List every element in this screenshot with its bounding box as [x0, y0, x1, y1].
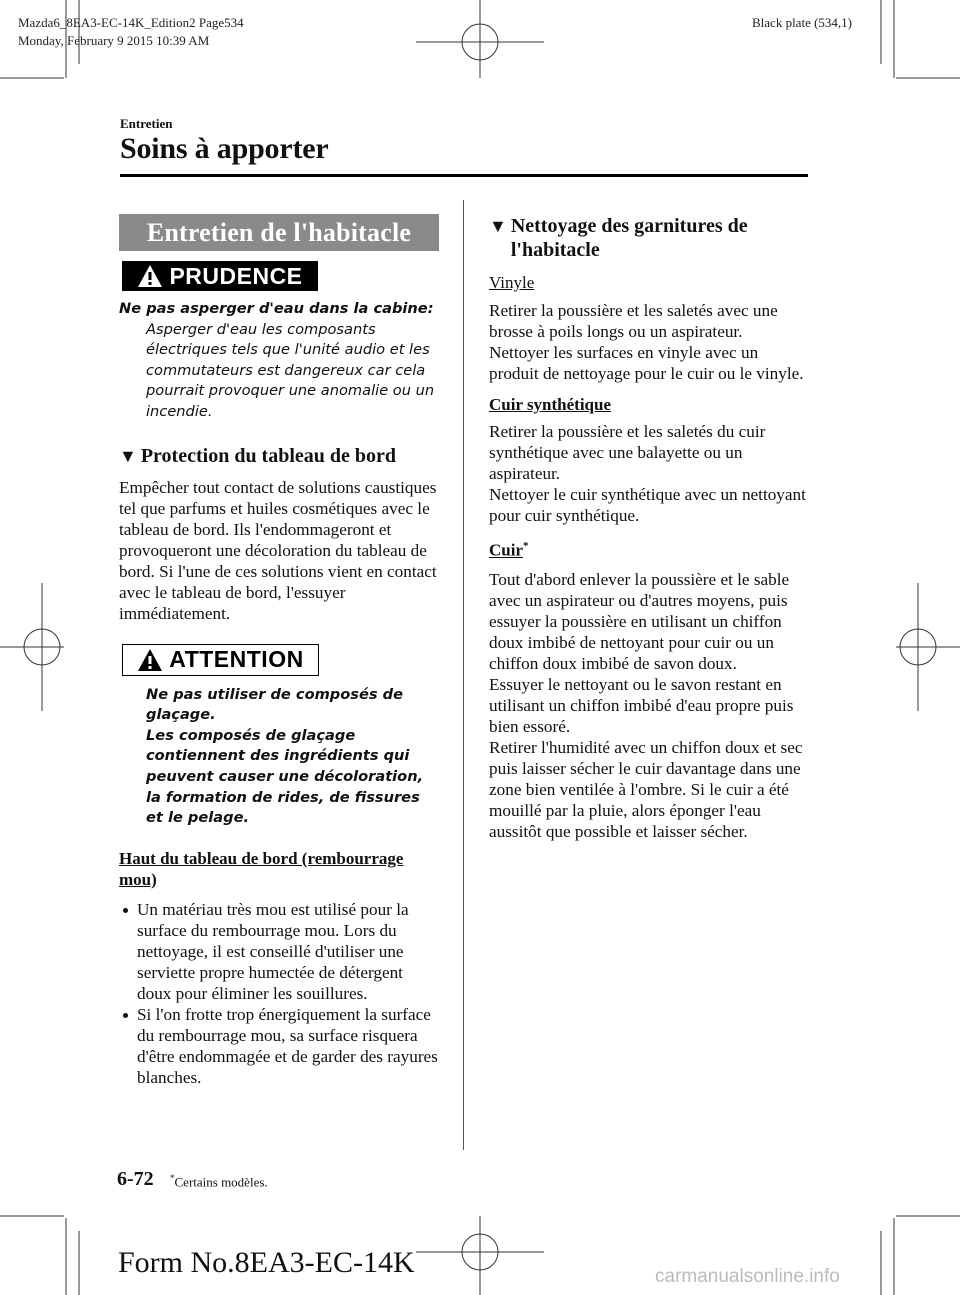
list-item [119, 1004, 439, 1088]
vinyle-text: Retirer la poussière et les saletés avec une brosse à poils longs ou un aspirateur. Nettoyer les surfaces en vinyle avec un produit de nettoyage pour le cuir ou le vinyle. [489, 301, 804, 383]
nettoyage-heading-text: Nettoyage des garnitures de l'habitacle [510, 215, 748, 261]
warning-triangle-icon [137, 648, 163, 672]
attention-label: ATTENTION [169, 646, 304, 673]
left-column [119, 214, 439, 1088]
prudence-body: Asperger d'eau les composants électriques tels que l'unité audio et les commutateurs est dangereux car cela pourrait provoquer une anomalie ou un incendie. [146, 320, 435, 420]
warning-triangle-icon [137, 264, 163, 288]
attention-text [119, 685, 439, 829]
protection-heading [119, 444, 439, 468]
footnote [170, 1173, 268, 1190]
file-meta [18, 14, 244, 50]
file-meta-date: Monday, February 9 2015 10:39 AM [18, 33, 210, 48]
file-meta-line: Mazda6_8EA3-EC-14K_Edition2 Page534 [18, 15, 244, 30]
prudence-text [119, 299, 439, 423]
cuir-text: Tout d'abord enlever la poussière et le sable avec un aspirateur ou d'autres moyens, puis essuyer la poussière en utilisant un chiffon doux imbibé de nettoyant pour cuir ou un chiffon doux imbibé de savon doux. Essuyer le nettoyant ou le savon restant en utilisant un chiffon imbibé d'eau propre puis bien essoré. Retirer l'humidité avec un chiffon doux et sec puis laisser sécher le cuir davantage dans une zone bien ventilée à l'ombre. Si le cuir a été mouillé par la pluie, alors éponger l'eau aussitôt que possible et laisser sécher. [489, 569, 803, 841]
form-number: Form No.8EA3-EC-14K [118, 1246, 415, 1279]
synth-text: Retirer la poussière et les saletés du cuir synthétique avec une balayette ou un aspirateur. Nettoyer le cuir synthétique avec un nettoyant pour cuir synthétique. [489, 422, 806, 525]
list-item [119, 899, 439, 1004]
cuir-label: Cuir [489, 540, 523, 560]
vinyle-label: Vinyle [489, 273, 535, 292]
list-item-text: Un matériau très mou est utilisé pour la surface du rembourrage mou. Lors du nettoyage, il est conseillé d'utiliser une serviette propre humectée de détergent doux pour éliminer les souillures. [137, 899, 409, 1003]
page-number: 6-72 [117, 1168, 154, 1190]
right-column [489, 214, 811, 842]
column-divider [463, 200, 464, 1150]
bullet-icon [123, 1013, 128, 1018]
prudence-label: PRUDENCE [169, 262, 303, 289]
page-title: Soins à apporter [120, 132, 329, 165]
section-label: Entretien [120, 116, 173, 131]
haut-heading: Haut du tableau de bord (rembourrage mou) [119, 848, 404, 889]
asterisk-icon: * [523, 540, 529, 552]
triangle-down-icon: ▼ [119, 445, 137, 466]
title-rule [120, 174, 808, 177]
footnote-text: Certains modèles. [174, 1174, 268, 1190]
watermark: carmanualsonline.info [655, 1266, 840, 1287]
haut-list [119, 899, 439, 1088]
synth-label: Cuir synthétique [489, 395, 612, 414]
list-item-text: Si l'on frotte trop énergiquement la surface du rembourrage mou, sa surface risquera d'être endommagée et de garder des rayures blanches. [137, 1004, 438, 1087]
bullet-icon [123, 908, 128, 913]
attention-banner [122, 644, 319, 676]
plate-label: Black plate (534,1) [752, 15, 852, 30]
asterisk-icon: * [170, 1173, 175, 1183]
section-band: Entretien de l'habitacle [119, 214, 439, 251]
attention-lead: Ne pas utiliser de composés de glaçage. [146, 685, 403, 724]
prudence-banner [122, 261, 318, 291]
nettoyage-heading [489, 214, 811, 262]
attention-body: Les composés de glaçage contiennent des ingrédients qui peuvent causer une décoloration, la formation de rides, de fissures et le pelage. [146, 726, 424, 827]
prudence-lead: Ne pas asperger d'eau dans la cabine: [119, 300, 434, 317]
cuir-label-row [489, 536, 811, 561]
triangle-down-icon: ▼ [489, 216, 507, 236]
protection-heading-text: Protection du tableau de bord [140, 444, 397, 467]
protection-text: Empêcher tout contact de solutions caustiques tel que parfums et huiles cosmétiques avec le tableau de bord. Ils l'endommageront et provoqueront une décoloration du tableau de bord. Si l'une de ces solutions vient en contact avec le tableau de bord, l'essuyer immédiatement. [119, 477, 437, 623]
